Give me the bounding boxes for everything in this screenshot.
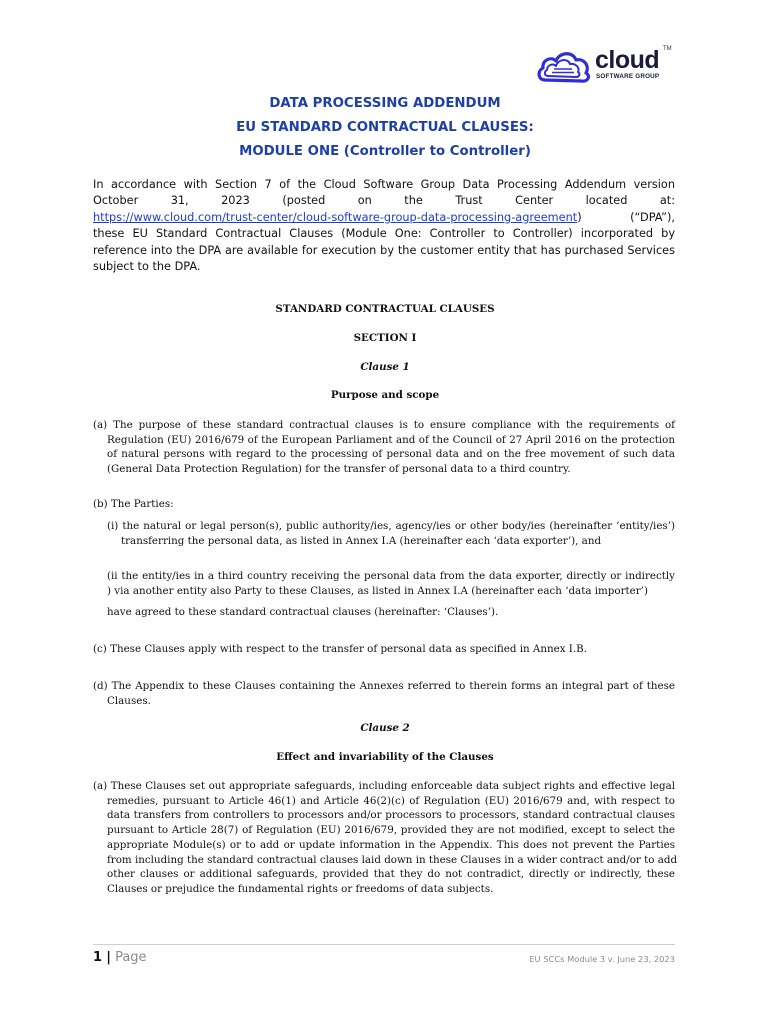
text-line: (a) The purpose of these standard contractual clauses is to ensure compliance with the requirements of	[93, 419, 675, 431]
text-line: ) via another entity also Party to these Clauses, as listed in Annex I.A (hereinafter each ‘data importer’)	[107, 584, 648, 597]
text-line: transferring the personal data, as listed in Annex I.A (hereinafter each ‘data exporter’), and	[121, 534, 602, 547]
text-line: from including the standard contractual clauses laid down in these Clauses in a wider contract and/or to add	[107, 853, 678, 866]
text-line: (a) These Clauses set out appropriate safeguards, including enforceable data subject rights and effective legal	[93, 780, 675, 792]
clause-1-d	[93, 679, 675, 708]
intro-word: October	[93, 194, 139, 208]
text-line: remedies, pursuant to Article 46(1) and Article 46(2)(c) of Regulation (EU) 2016/679 and, with respect to	[107, 794, 675, 807]
footer-doc-ref: EU SCCs Module 3 v. June 23, 2023	[529, 954, 675, 964]
text-line: Clauses or prejudice the fundamental rights or freedoms of data subjects.	[107, 882, 494, 895]
page-separator: |	[106, 950, 111, 965]
clause-1-b-ii	[107, 569, 675, 598]
text-line: (d) The Appendix to these Clauses containing the Annexes referred to therein forms an integral part of these	[93, 680, 675, 692]
intro-word: on	[357, 194, 372, 208]
clause-1-label: Clause 1	[360, 361, 410, 373]
clause-2-a	[93, 779, 678, 897]
clause-1-a	[93, 418, 675, 477]
clause-1-c	[93, 642, 675, 657]
footer-divider	[93, 944, 675, 945]
text-line: of natural persons with regard to the processing of personal data and on the free movement of such data	[107, 448, 675, 461]
page-number-value: 1	[93, 950, 103, 965]
text-line: (b) The Parties:	[93, 498, 174, 510]
intro-word: located	[585, 194, 628, 208]
page-label: Page	[115, 950, 147, 965]
doc-title-line-1: DATA PROCESSING ADDENDUM	[269, 96, 501, 111]
text-line: Regulation (EU) 2016/679 of the European Parliament and of the Council of 27 April 2016 on the protection	[107, 433, 675, 446]
section-heading: SECTION I	[353, 332, 417, 344]
intro-line: In accordance with Section 7 of the Cloud Software Group Data Processing Addendum version	[93, 178, 675, 191]
logo-tagline: SOFTWARE GROUP	[596, 73, 660, 80]
text-line: pursuant to Article 28(7) of Regulation (EU) 2016/679, provided they are not modified, except to select the	[107, 824, 675, 837]
dpa-link[interactable]: https://www.cloud.com/trust-center/cloud-software-group-data-processing-agreement	[93, 210, 578, 224]
text-line: (General Data Protection Regulation) for the transfer of personal data to a third country.	[107, 463, 571, 476]
link-close-paren: )	[577, 210, 582, 224]
intro-word: Trust	[455, 194, 483, 208]
doc-title-line-2: EU STANDARD CONTRACTUAL CLAUSES:	[236, 120, 534, 135]
text-line: appropriate Module(s) or to add or update information in the Appendix. This does not prevent the Parties	[107, 838, 675, 851]
intro-line	[93, 210, 675, 226]
clause-1-heading: Purpose and scope	[330, 389, 440, 401]
clause-1-b-end	[107, 605, 675, 620]
logo-wordmark: cloud	[595, 46, 660, 74]
sccs-heading: STANDARD CONTRACTUAL CLAUSES	[275, 303, 495, 315]
company-logo	[535, 44, 675, 88]
intro-word: (posted	[282, 194, 326, 208]
logo-trademark: TM	[663, 46, 672, 52]
intro-line: these EU Standard Contractual Clauses (Module One: Controller to Controller) incorporated by	[93, 227, 675, 241]
text-line: other clauses or additional safeguards, provided that they do not contradict, directly or indirectly, these	[107, 868, 675, 881]
intro-line	[93, 193, 675, 209]
intro-word: 2023	[221, 194, 250, 208]
intro-line: reference into the DPA are available for execution by the customer entity that has purchased Services	[93, 243, 675, 257]
text-line: have agreed to these standard contractual clauses (hereinafter: ‘Clauses’).	[107, 606, 499, 618]
text-line: data transfers from controllers to processors and/or processors to processors, standard contractual clauses	[107, 809, 675, 822]
intro-word: Center	[515, 194, 554, 208]
intro-paragraph	[93, 177, 675, 275]
intro-word: at:	[659, 194, 676, 208]
text-line: (c) These Clauses apply with respect to the transfer of personal data as specified in Annex I.B.	[93, 643, 587, 655]
text-line: Clauses.	[107, 694, 151, 707]
intro-line: subject to the DPA.	[93, 259, 201, 273]
clause-2-label: Clause 2	[360, 722, 410, 734]
clause-1-b-i	[107, 519, 675, 548]
page-number	[93, 950, 147, 965]
text-line: (i) the natural or legal person(s), public authority/ies, agency/ies or other body/ies (hereinafter ‘entity/ies’)	[107, 520, 675, 532]
doc-title-line-3: MODULE ONE (Controller to Controller)	[239, 144, 531, 159]
text-line: (ii the entity/ies in a third country receiving the personal data from the data exporter, directly or indirectly	[107, 570, 675, 582]
intro-word: the	[404, 194, 423, 208]
clause-1-b-intro	[93, 497, 675, 512]
intro-word: 31,	[170, 194, 189, 208]
clause-2-heading: Effect and invariability of the Clauses	[276, 751, 494, 763]
cloud-logo-icon	[535, 44, 593, 88]
dpa-abbrev: (“DPA”),	[630, 210, 675, 224]
